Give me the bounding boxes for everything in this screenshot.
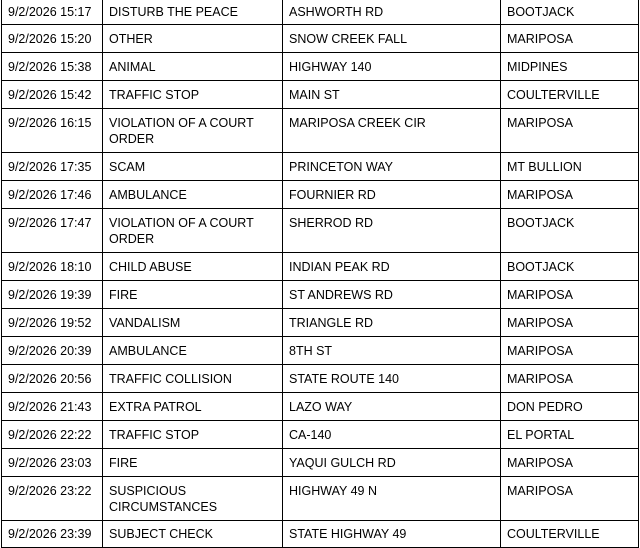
row-call-type: VANDALISM (103, 309, 283, 337)
row-city: EL PORTAL (501, 421, 639, 449)
row-datetime: 9/2/2026 22:22 (2, 421, 103, 449)
row-call-type: OTHER (103, 25, 283, 53)
row-address: FOURNIER RD (283, 181, 501, 209)
row-call-type: FIRE (103, 281, 283, 309)
row-city: BOOTJACK (501, 0, 639, 25)
row-datetime: 9/2/2026 17:46 (2, 181, 103, 209)
row-city: BOOTJACK (501, 209, 639, 253)
row-call-type: EXTRA PATROL (103, 393, 283, 421)
row-city: COULTERVILLE (501, 521, 639, 548)
row-datetime: 9/2/2026 20:39 (2, 337, 103, 365)
table-row (2, 253, 639, 281)
row-address: ST ANDREWS RD (283, 281, 501, 309)
row-city: MIDPINES (501, 53, 639, 81)
table-row (2, 81, 639, 109)
row-datetime: 9/2/2026 23:39 (2, 521, 103, 548)
row-address: LAZO WAY (283, 393, 501, 421)
row-call-type: TRAFFIC STOP (103, 421, 283, 449)
table-row (2, 521, 639, 548)
row-city: MARIPOSA (501, 25, 639, 53)
table-row (2, 25, 639, 53)
row-address: STATE ROUTE 140 (283, 365, 501, 393)
row-city: MT BULLION (501, 153, 639, 181)
row-call-type: FIRE (103, 449, 283, 477)
table-row (2, 109, 639, 153)
row-call-type: AMBULANCE (103, 337, 283, 365)
row-address: PRINCETON WAY (283, 153, 501, 181)
table-row (2, 449, 639, 477)
table-row (2, 0, 639, 25)
row-city: MARIPOSA (501, 477, 639, 521)
row-city: MARIPOSA (501, 449, 639, 477)
row-call-type: ANIMAL (103, 53, 283, 81)
row-address: HIGHWAY 49 N (283, 477, 501, 521)
row-call-type: DISTURB THE PEACE (103, 0, 283, 25)
row-datetime: 9/2/2026 23:03 (2, 449, 103, 477)
row-datetime: 9/2/2026 15:17 (2, 0, 103, 25)
row-address: HIGHWAY 140 (283, 53, 501, 81)
row-call-type: SCAM (103, 153, 283, 181)
row-city: MARIPOSA (501, 309, 639, 337)
row-datetime: 9/2/2026 15:20 (2, 25, 103, 53)
row-datetime: 9/2/2026 15:38 (2, 53, 103, 81)
table-row (2, 181, 639, 209)
table-row (2, 153, 639, 181)
row-city: MARIPOSA (501, 365, 639, 393)
row-city: DON PEDRO (501, 393, 639, 421)
row-city: MARIPOSA (501, 337, 639, 365)
table-row (2, 53, 639, 81)
row-call-type: TRAFFIC COLLISION (103, 365, 283, 393)
row-address: 8TH ST (283, 337, 501, 365)
row-datetime: 9/2/2026 21:43 (2, 393, 103, 421)
table-row (2, 209, 639, 253)
row-address: STATE HIGHWAY 49 (283, 521, 501, 548)
row-city: MARIPOSA (501, 281, 639, 309)
row-datetime: 9/2/2026 19:39 (2, 281, 103, 309)
row-address: TRIANGLE RD (283, 309, 501, 337)
row-address: SNOW CREEK FALL (283, 25, 501, 53)
table-row (2, 393, 639, 421)
row-address: ASHWORTH RD (283, 0, 501, 25)
row-call-type: VIOLATION OF A COURT ORDER (103, 209, 283, 253)
row-datetime: 9/2/2026 17:35 (2, 153, 103, 181)
row-address: MARIPOSA CREEK CIR (283, 109, 501, 153)
table-row (2, 309, 639, 337)
row-call-type: VIOLATION OF A COURT ORDER (103, 109, 283, 153)
table-row (2, 477, 639, 521)
row-address: MAIN ST (283, 81, 501, 109)
row-datetime: 9/2/2026 23:22 (2, 477, 103, 521)
row-address: SHERROD RD (283, 209, 501, 253)
row-address: INDIAN PEAK RD (283, 253, 501, 281)
row-address: CA-140 (283, 421, 501, 449)
row-call-type: SUSPICIOUS CIRCUMSTANCES (103, 477, 283, 521)
table-row (2, 421, 639, 449)
row-city: MARIPOSA (501, 181, 639, 209)
row-datetime: 9/2/2026 19:52 (2, 309, 103, 337)
row-call-type: SUBJECT CHECK (103, 521, 283, 548)
row-call-type: CHILD ABUSE (103, 253, 283, 281)
row-datetime: 9/2/2026 15:42 (2, 81, 103, 109)
incident-log-body (2, 0, 639, 548)
row-city: COULTERVILLE (501, 81, 639, 109)
row-datetime: 9/2/2026 16:15 (2, 109, 103, 153)
table-row (2, 365, 639, 393)
row-datetime: 9/2/2026 17:47 (2, 209, 103, 253)
table-row (2, 337, 639, 365)
row-call-type: AMBULANCE (103, 181, 283, 209)
table-row (2, 281, 639, 309)
row-datetime: 9/2/2026 18:10 (2, 253, 103, 281)
row-city: BOOTJACK (501, 253, 639, 281)
row-call-type: TRAFFIC STOP (103, 81, 283, 109)
row-address: YAQUI GULCH RD (283, 449, 501, 477)
row-city: MARIPOSA (501, 109, 639, 153)
incident-log-table (1, 0, 639, 548)
row-datetime: 9/2/2026 20:56 (2, 365, 103, 393)
